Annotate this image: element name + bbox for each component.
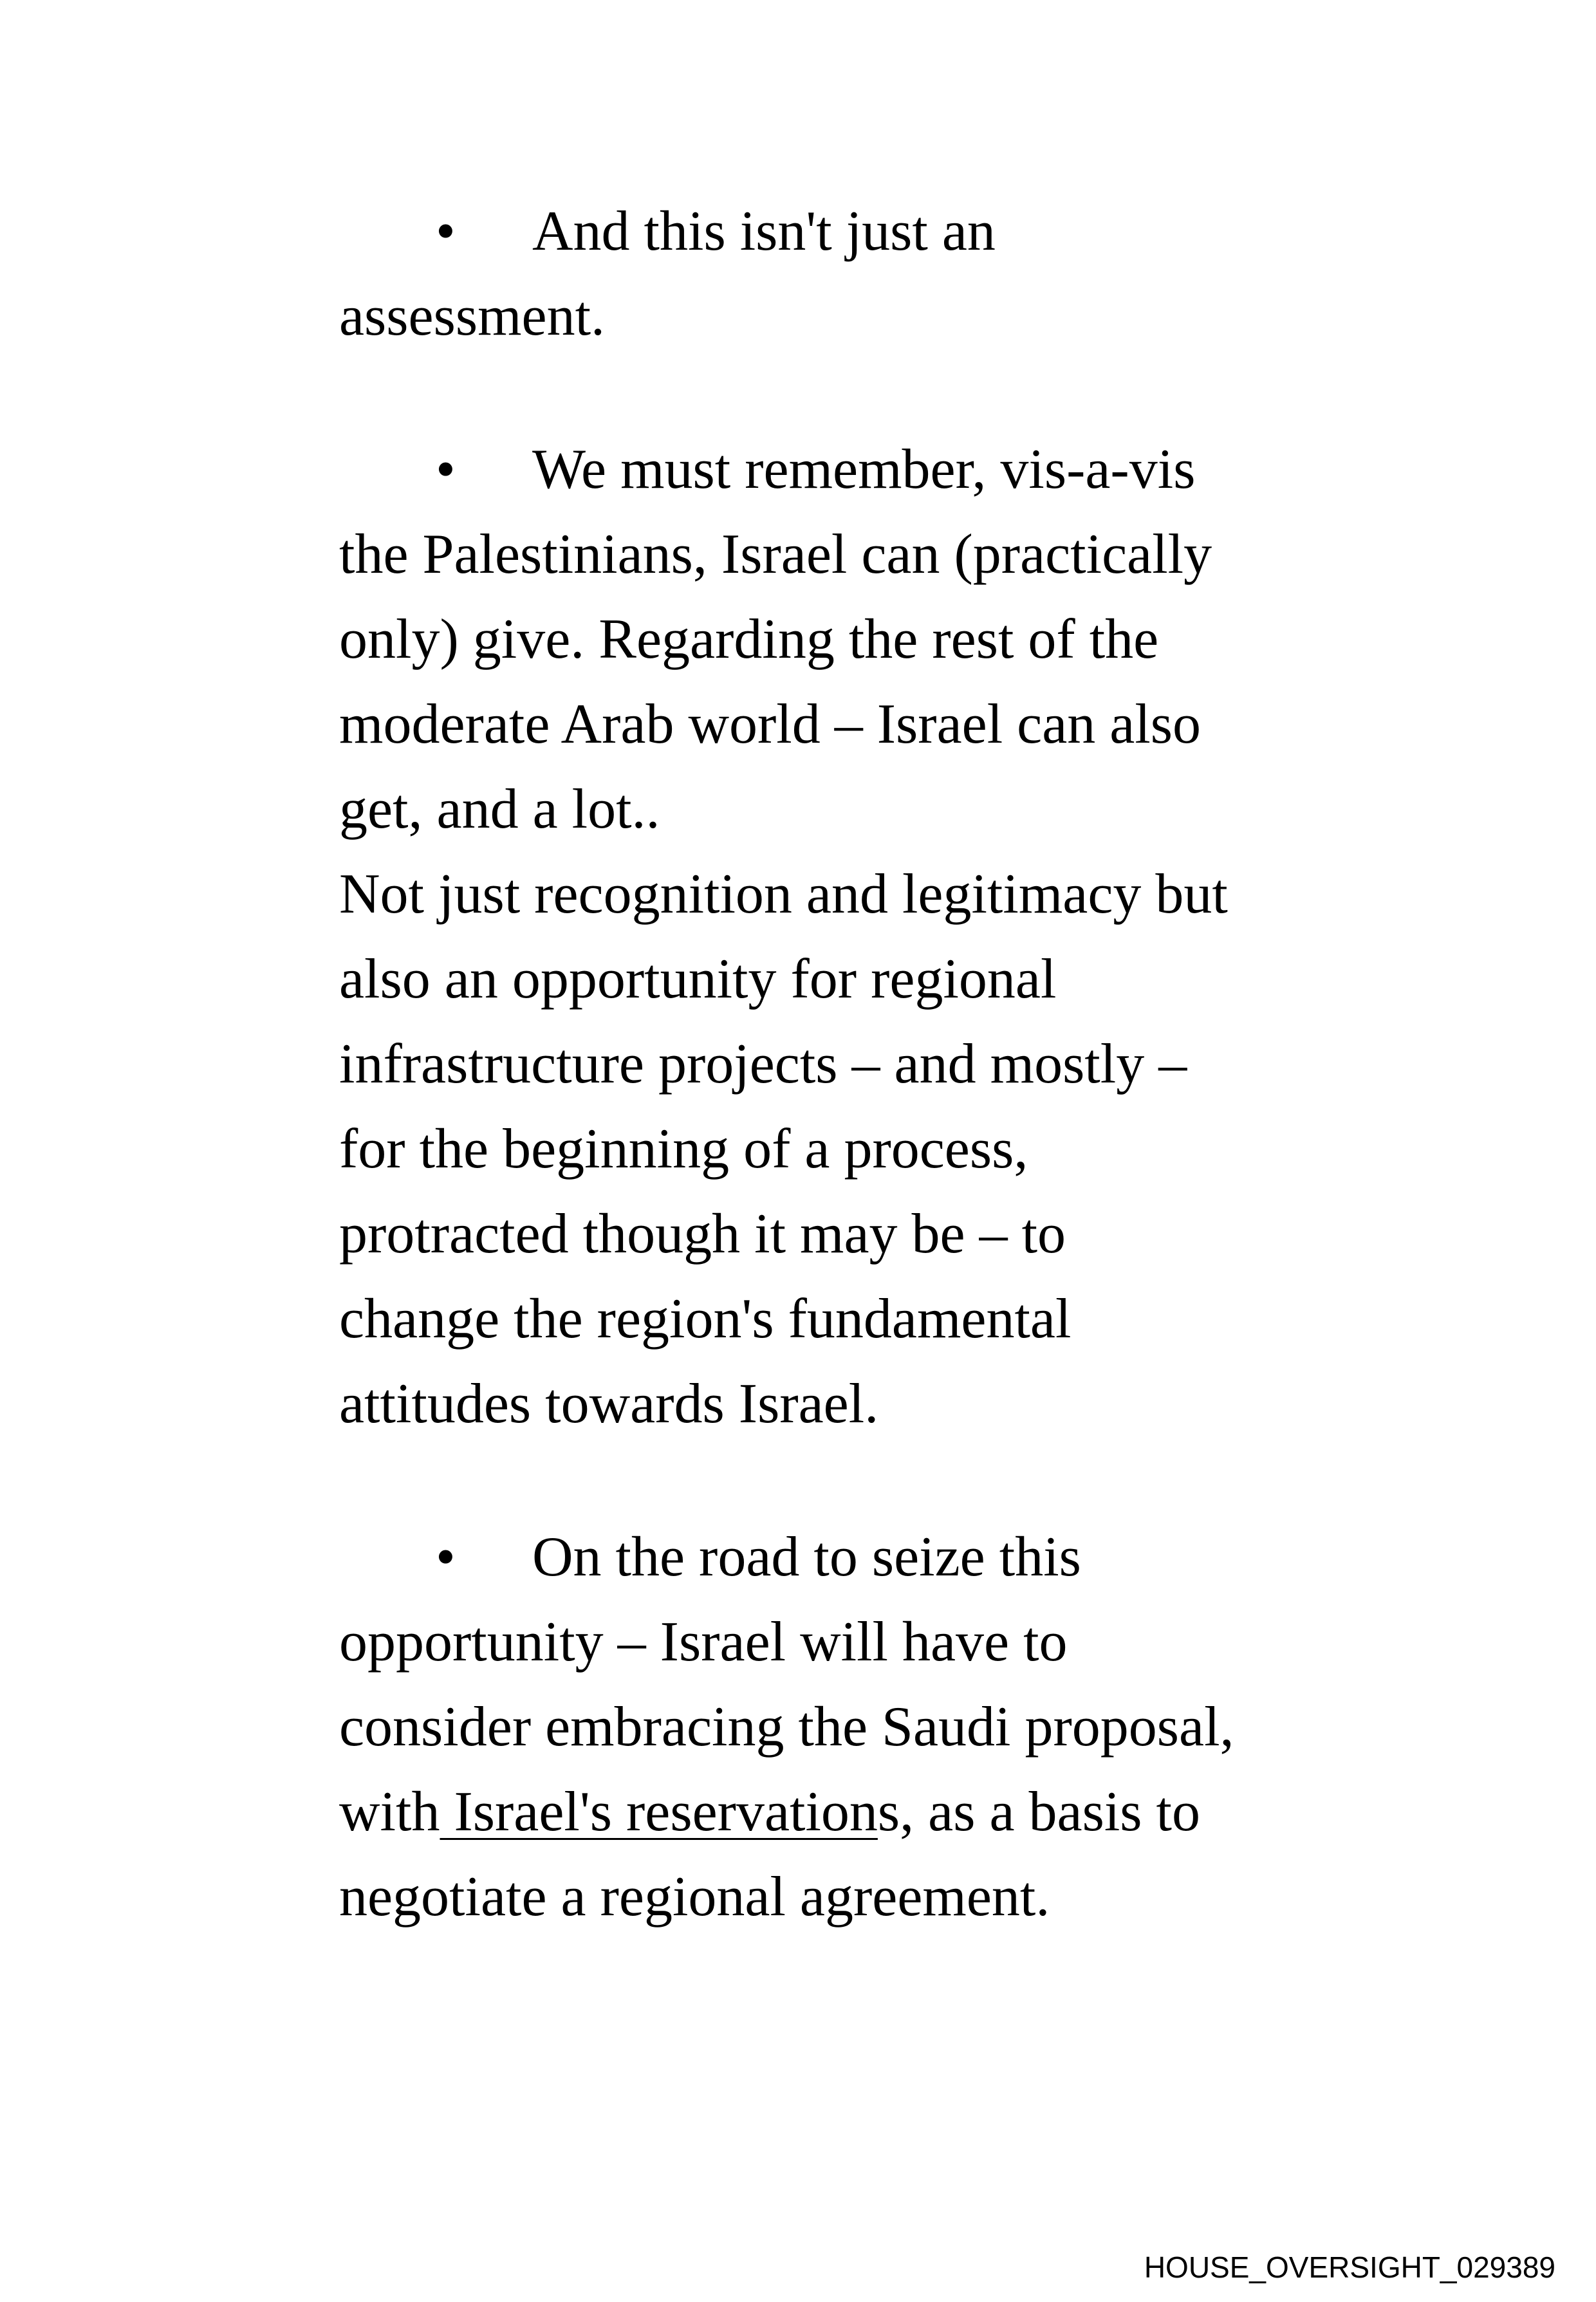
paragraph-2-line-4: moderate Arab world – Israel can also [339,693,1202,756]
paragraph-3-line-1-text: On the road to seize this [532,1526,1081,1588]
paragraph-2-line-1-text: We must remember, vis-a-vis [532,438,1196,501]
bullet-icon: • [436,200,456,263]
line-4-prefix: with [339,1781,440,1843]
bullet-paragraph-3 [339,1515,1401,1940]
paragraph-3-line-2: opportunity – Israel will have to [339,1611,1068,1673]
bullet-paragraph-2 [339,427,1401,1447]
paragraph-3-first-line [339,1515,1401,1600]
paragraph-2-line-10: protracted though it may be – to [339,1203,1066,1265]
paragraph-3-line-3: consider embracing the Saudi proposal, [339,1696,1234,1758]
bullet-icon: • [436,1526,456,1588]
paragraph-2-line-6: Not just recognition and legitimacy but [339,863,1228,925]
bullet-paragraph-1 [339,189,1401,359]
paragraph-2-line-11: change the region's fundamental [339,1288,1072,1350]
paragraph-2-line-2: the Palestinians, Israel can (practically [339,523,1212,586]
paragraph-2-line-7: also an opportunity for regional [339,948,1057,1010]
bates-footer: HOUSE_OVERSIGHT_029389 [1144,2251,1555,2284]
paragraph-2-line-8: infrastructure projects – and mostly – [339,1033,1187,1095]
paragraph-2-line-9: for the beginning of a process, [339,1118,1028,1180]
paragraph-1-line-2: assessment. [339,285,606,348]
line-4-suffix: s, as a basis to [877,1781,1200,1843]
paragraph-3-line-5: negotiate a regional agreement. [339,1866,1050,1928]
paragraph-3-line-4 [339,1770,1401,1855]
paragraph-2-first-line [339,427,1401,512]
underlined-reservations: Israel's reservation [440,1781,878,1843]
paragraph-2-line-5: get, and a lot.. [339,778,660,840]
bullet-icon: • [436,438,456,501]
paragraph-2-line-3: only) give. Regarding the rest of the [339,608,1159,671]
paragraph-2-line-12: attitudes towards Israel. [339,1373,879,1435]
paragraph-1-first-line [339,189,1401,274]
paragraph-1-line-1-text: And this isn't just an [532,200,996,263]
